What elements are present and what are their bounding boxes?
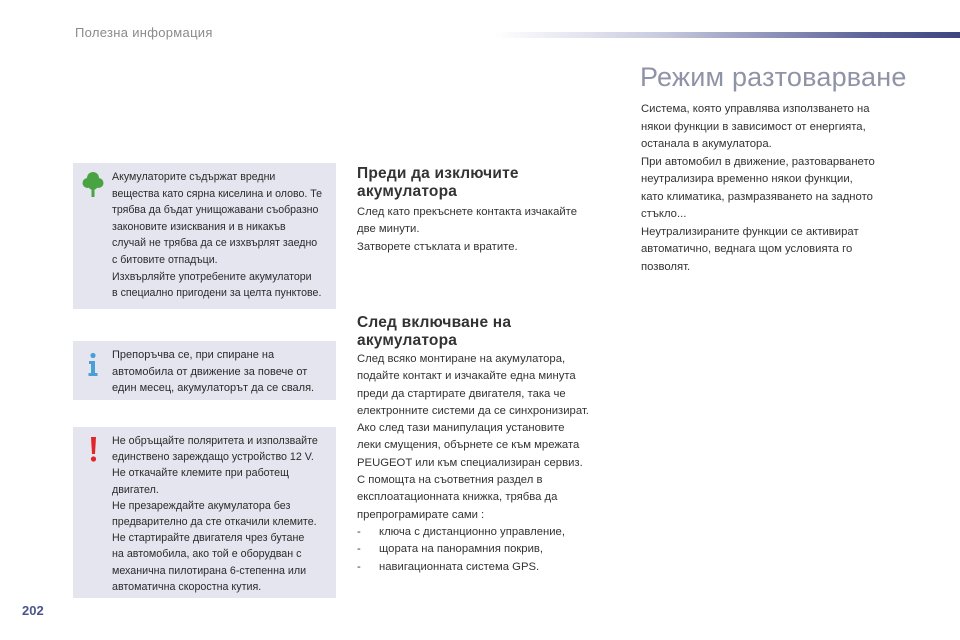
exclamation-icon [84, 435, 106, 463]
heading-line: акумулатора [357, 332, 458, 349]
economy-mode-title: Режим разтоварване [640, 62, 907, 92]
warning-note-line: Не презареждайте акумулатора без [112, 499, 291, 512]
paragraph-line: позволят. [641, 260, 691, 273]
paragraph-line: останала в акумулатора. [641, 138, 772, 150]
paragraph-line: След като прекъснете контакта изчакайте [357, 206, 578, 218]
paragraph-line: автоматично, веднага щом условията го [641, 243, 853, 255]
page-number: 202 [22, 603, 44, 618]
info-note-line: автомобила от движение за повече от [112, 365, 308, 378]
info-note-box [73, 341, 336, 400]
paragraph-line: като климатика, размразяването на задното [641, 190, 873, 203]
list-item: - щората на панорамния покрив, [357, 541, 627, 558]
warning-note-line: единствено зареждащо устройство 12 V. [112, 451, 314, 464]
eco-note-line: случай не трябва да се изхвърлят заедно [112, 237, 318, 250]
paragraph-line: стъкло... [641, 208, 687, 220]
paragraph-line: леки смущения, обърнете се към мрежата [357, 439, 580, 452]
header-decoration-bar [495, 32, 960, 38]
info-icon [83, 351, 105, 379]
after-reconnect-text [357, 351, 627, 576]
warning-note-line: на автомобила, ако той е оборудван с [112, 548, 302, 561]
tree-eco-icon [82, 170, 104, 198]
warning-note-line: механична пилотирана 6-степенна или [112, 564, 307, 577]
list-item: - ключа с дистанционно управление, [357, 524, 627, 541]
after-reconnect-heading [357, 314, 511, 350]
paragraph-line: препрограмирате сами : [357, 508, 485, 521]
paragraph-line: При автомобил в движение, разтоварването [641, 155, 875, 168]
warning-note-line: предварително да сте откачили клемите. [112, 516, 317, 529]
paragraph-line: Ако след тази манипулация установите [357, 422, 565, 435]
paragraph-line: Неутрализираните функции се активират [641, 225, 859, 238]
paragraph-line: PEUGEOT или към специализиран сервиз. [357, 456, 583, 469]
warning-note-line: двигател. [112, 483, 159, 496]
heading-line: акумулатора [357, 183, 458, 200]
paragraph-line: Затворете стъклата и вратите. [357, 240, 518, 253]
warning-note-box [73, 427, 336, 598]
paragraph-line: неутрализира временно някои функции, [641, 173, 853, 185]
warning-note-line: автоматична скоростна кутия. [112, 580, 262, 593]
eco-note-line: Изхвърляйте употребените акумулатори [112, 270, 312, 283]
paragraph-line: някои функции в зависимост от енергията, [641, 120, 866, 133]
page-header-title: Полезна информация [75, 25, 213, 40]
warning-note-line: Не откачайте клемите при работещ [112, 467, 289, 480]
info-note-line: един месец, акумулаторът да се сваля. [112, 382, 315, 394]
eco-note-line: с битовите отпадъци. [112, 253, 218, 266]
paragraph-line: преди да стартирате двигателя, така че [357, 387, 566, 400]
paragraph-line: електронните системи да се синхронизират. [357, 404, 589, 417]
list-item: - навигационната система GPS. [357, 559, 627, 576]
eco-note-line: в специално пригодени за целта пунктове. [112, 287, 322, 300]
warning-note-line: Не стартирайте двигателя чрез бутане [112, 532, 305, 545]
eco-note-line: вещества като сярна киселина и олово. Те [112, 187, 323, 200]
paragraph-line: подайте контакт и изчакайте една минута [357, 370, 576, 383]
eco-note-box [73, 163, 336, 309]
paragraph-line: Система, която управлява използването на [641, 103, 870, 115]
paragraph-line: експлоатационната книжка, трябва да [357, 491, 558, 504]
heading-line: Преди да изключите [357, 165, 519, 182]
before-disconnect-text [357, 204, 627, 256]
paragraph-line: След всяко монтиране на акумулатора, [357, 353, 566, 365]
info-note-line: Препоръчва се, при спиране на [112, 349, 275, 361]
paragraph-line: С помощта на съответния раздел в [357, 474, 543, 487]
eco-note-line: трябва да бъдат унищожавани съобразно [112, 204, 319, 217]
economy-mode-text [641, 101, 931, 276]
eco-note-line: Акумулаторите съдържат вредни [112, 171, 276, 183]
paragraph-line: две минути. [357, 223, 420, 236]
heading-line: След включване на [357, 314, 512, 331]
warning-note-line: Не обръщайте поляритета и използвайте [112, 435, 318, 447]
before-disconnect-heading [357, 165, 519, 201]
eco-note-line: законовите изисквания и в никакъв [112, 220, 286, 233]
reprogram-list [357, 524, 627, 576]
